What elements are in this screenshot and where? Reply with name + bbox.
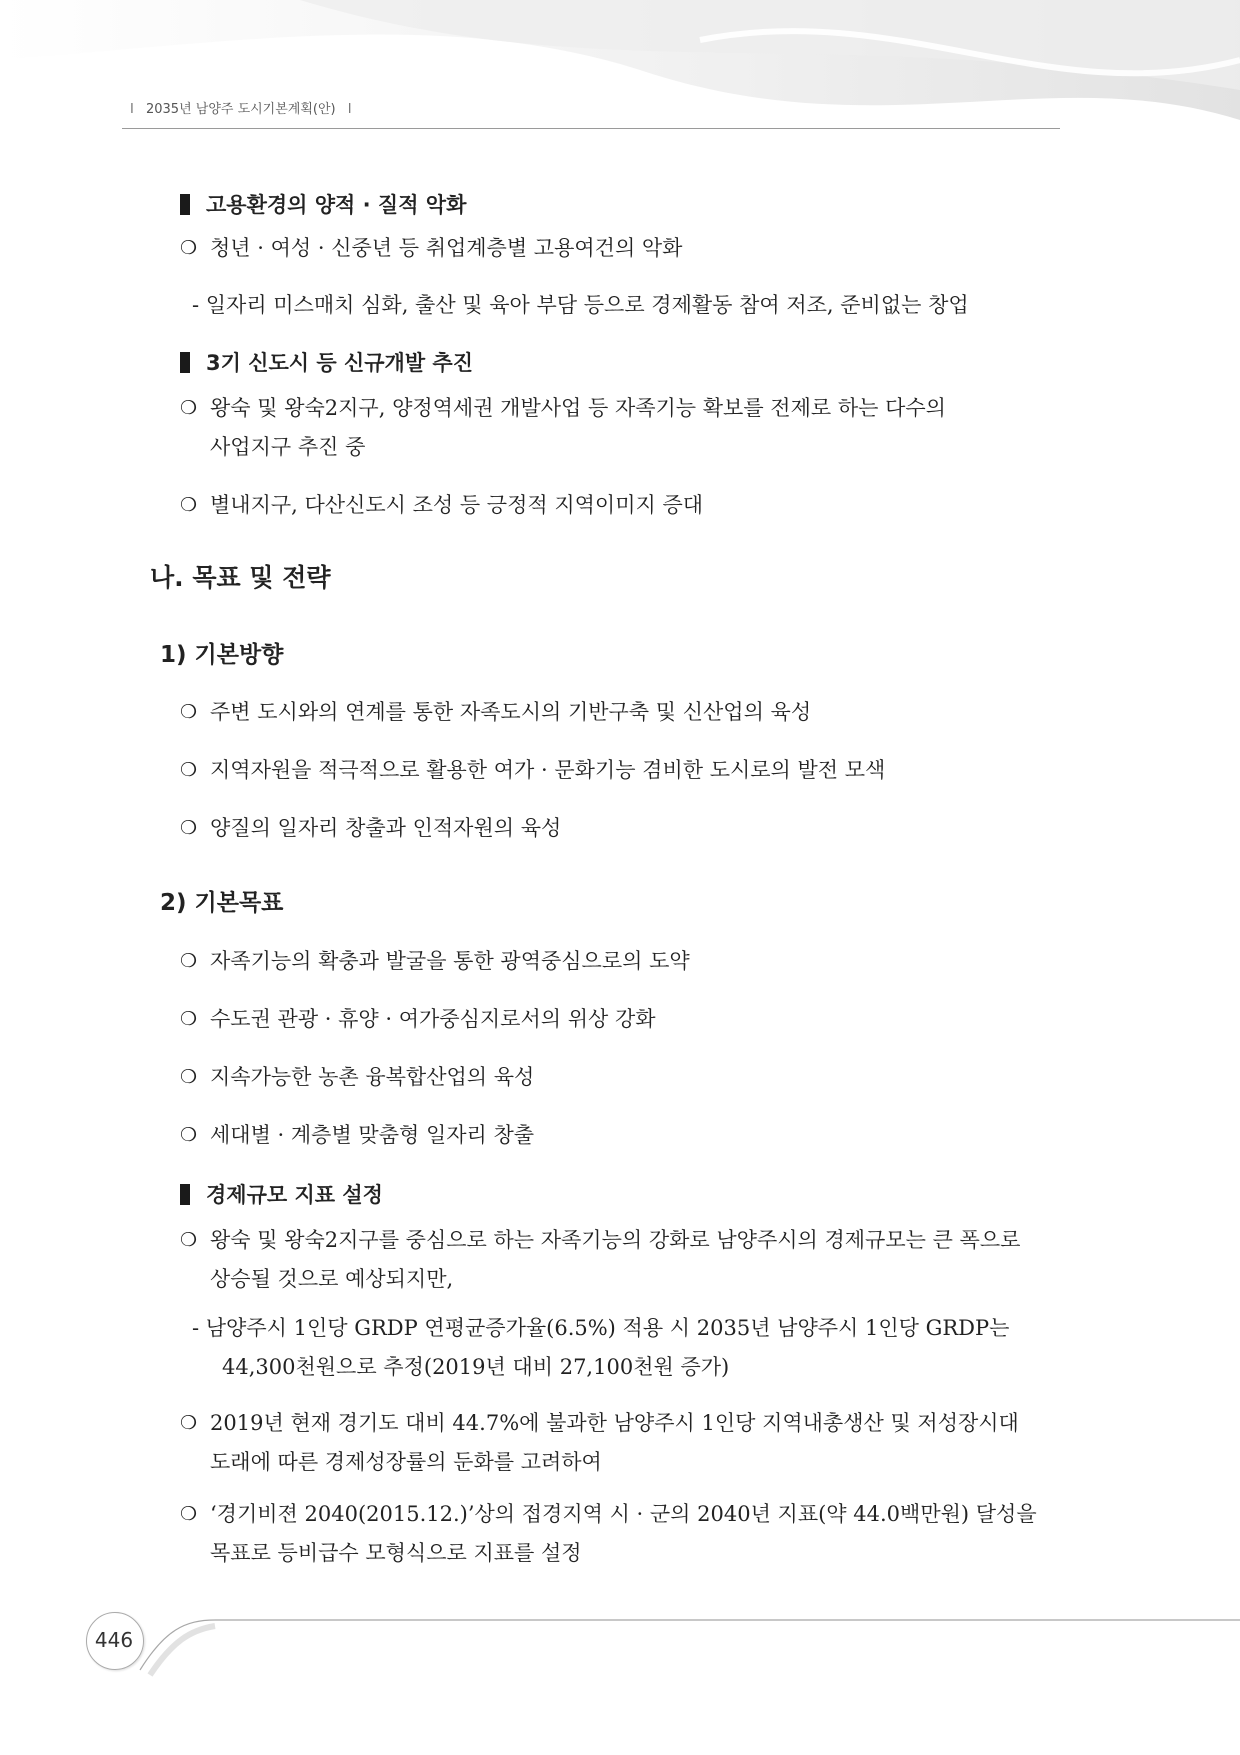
list-item-continuation: 도래에 따른 경제성장률의 둔화를 고려하여 — [210, 1450, 602, 1474]
circle-bullet-icon: ❍ — [180, 397, 198, 419]
circle-bullet-icon: ❍ — [180, 1503, 198, 1525]
subsection-heading: 1) 기본방향 — [160, 642, 284, 668]
dash-item: - 일자리 미스매치 심화, 출산 및 육아 부담 등으로 경제활동 참여 저조, 준비없는 창업 — [192, 293, 969, 317]
header-rule — [122, 128, 1060, 129]
subsection-heading: 2) 기본목표 — [160, 890, 284, 916]
list-item-continuation: 상승될 것으로 예상되지만, — [210, 1267, 454, 1291]
circle-bullet-icon: ❍ — [180, 494, 198, 516]
square-bullet-icon — [180, 194, 190, 215]
circle-bullet-icon: ❍ — [180, 759, 198, 781]
square-bullet-icon — [180, 1184, 190, 1205]
dash-item: - 남양주시 1인당 GRDP 연평균증가율(6.5%) 적용 시 2035년 남양주시 1인당 GRDP는 — [192, 1316, 1010, 1340]
section-heading: 나. 목표 및 전략 — [150, 563, 331, 592]
circle-bullet-icon: ❍ — [180, 1066, 198, 1088]
square-bullet-icon — [180, 352, 190, 373]
indicator-heading: 경제규모 지표 설정 — [180, 1180, 383, 1210]
page-number: 446 — [94, 1628, 134, 1652]
header-separator: I — [130, 102, 134, 117]
circle-bullet-icon: ❍ — [180, 1008, 198, 1030]
header-wave-decoration — [0, 0, 1240, 170]
circle-bullet-icon: ❍ — [180, 1412, 198, 1434]
circle-bullet-icon: ❍ — [180, 701, 198, 723]
list-item-continuation: 사업지구 추진 중 — [210, 435, 366, 459]
dash-item-continuation: 44,300천원으로 추정(2019년 대비 27,100천원 증가) — [222, 1355, 730, 1379]
header-title: 2035년 남양주 도시기본계획(안) — [145, 102, 336, 117]
circle-bullet-icon: ❍ — [180, 817, 198, 839]
circle-bullet-icon: ❍ — [180, 1124, 198, 1146]
footer-swoosh-decoration — [0, 1590, 1240, 1690]
circle-bullet-icon: ❍ — [180, 237, 198, 259]
header-separator: I — [347, 102, 352, 117]
newtown-heading: 3기 신도시 등 신규개발 추진 — [180, 348, 473, 378]
circle-bullet-icon: ❍ — [180, 950, 198, 972]
employment-heading: 고용환경의 양적 · 질적 악화 — [180, 190, 466, 220]
list-item-continuation: 목표로 등비급수 모형식으로 지표를 설정 — [210, 1541, 582, 1565]
running-header — [122, 98, 360, 117]
circle-bullet-icon: ❍ — [180, 1229, 198, 1251]
